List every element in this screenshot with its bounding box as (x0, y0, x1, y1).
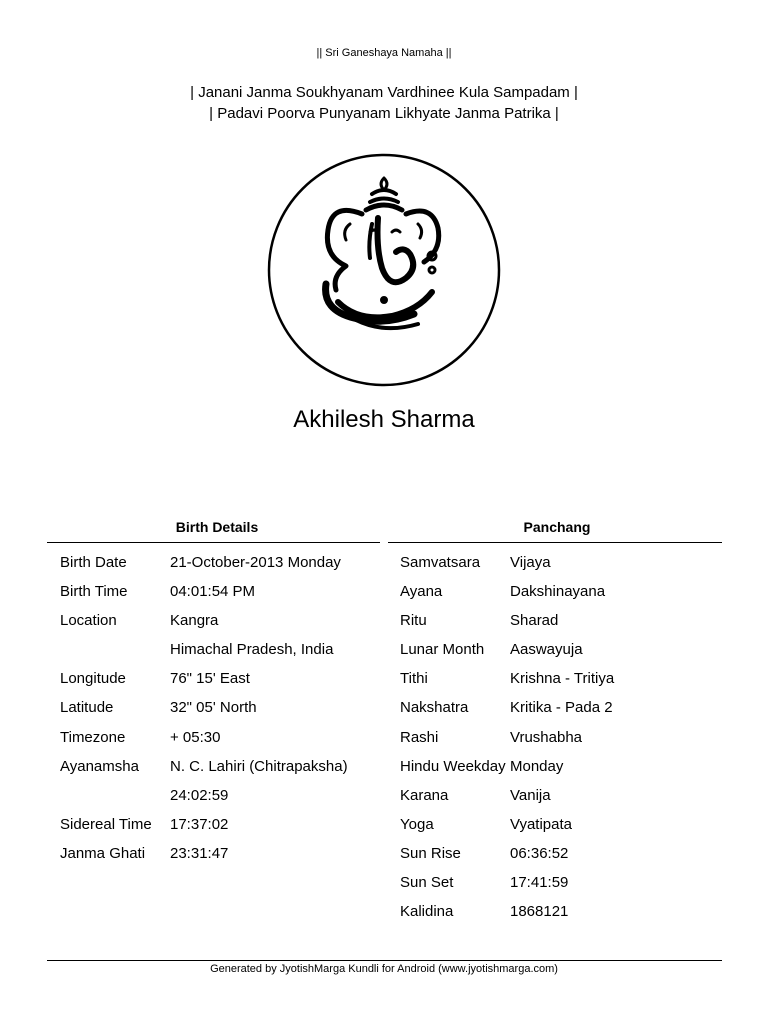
row-value: Kritika - Pada 2 (510, 699, 613, 717)
table-row (60, 583, 380, 612)
table-row (60, 670, 380, 699)
row-label: Yoga (400, 815, 434, 833)
row-label: Birth Time (60, 583, 128, 601)
row-value: Vijaya (510, 554, 551, 571)
row-value: Aaswayuja (510, 641, 583, 659)
row-value: Vyatipata (510, 815, 572, 833)
row-label: Janma Ghati (60, 844, 146, 862)
panchang-divider (388, 542, 722, 543)
footer-text: Generated by JyotishMarga Kundli for Android (www.jyotishmarga.com) (210, 963, 558, 975)
row-value: Dakshinayana (510, 583, 606, 601)
row-value: 17:41:59 (510, 874, 569, 892)
panchang-heading: Panchang (523, 519, 591, 535)
table-row (60, 554, 380, 583)
birth-details-divider (47, 542, 380, 543)
row-label: Location (60, 612, 117, 630)
table-row (400, 729, 722, 758)
table-row (400, 670, 722, 699)
row-value: N. C. Lahiri (Chitrapaksha) (170, 757, 348, 775)
table-row (400, 874, 722, 903)
row-value: 1868121 (510, 903, 569, 921)
row-value: Monday (510, 757, 564, 775)
table-row (60, 787, 380, 816)
row-label: Karana (400, 786, 449, 804)
table-row (60, 816, 380, 845)
row-label: Nakshatra (400, 699, 469, 717)
row-label: Samvatsara (400, 554, 481, 571)
table-row (400, 699, 722, 728)
row-label: Tithi (400, 670, 428, 688)
ganesha-icon (266, 152, 502, 388)
row-label: Latitude (60, 699, 114, 717)
table-row (400, 641, 722, 670)
row-value: Krishna - Tritiya (510, 670, 615, 688)
table-row (400, 845, 722, 874)
row-label: Lunar Month (400, 641, 485, 659)
table-row (400, 816, 722, 845)
row-value: Vanija (510, 786, 551, 804)
shloka-line-2: | Padavi Poorva Punyanam Likhyate Janma Patrika | (209, 105, 559, 122)
footer-divider (47, 960, 722, 961)
row-label: Rashi (400, 728, 439, 746)
row-label: Birth Date (60, 554, 127, 571)
table-row (60, 845, 380, 874)
row-value: 21-October-2013 Monday (170, 554, 341, 571)
row-value: Himachal Pradesh, India (170, 641, 334, 659)
row-label: Timezone (60, 728, 126, 746)
row-label: Ritu (400, 612, 427, 630)
row-value: 76" 15' East (170, 670, 250, 688)
row-value: + 05:30 (170, 728, 221, 746)
row-label: Kalidina (400, 903, 454, 921)
table-row (60, 758, 380, 787)
row-label: Sidereal Time (60, 815, 152, 833)
birth-details-heading: Birth Details (175, 519, 259, 535)
row-value: 24:02:59 (170, 786, 229, 804)
table-row (400, 787, 722, 816)
row-label: Ayanamsha (60, 757, 139, 775)
shloka-line-1: | Janani Janma Soukhyanam Vardhinee Kula Sampadam | (190, 84, 578, 101)
row-label: Ayana (400, 583, 443, 601)
row-label: Longitude (60, 670, 126, 688)
table-row (60, 699, 380, 728)
table-row (400, 903, 722, 932)
row-value: 17:37:02 (170, 815, 229, 833)
row-value: 32" 05' North (170, 699, 257, 717)
person-name: Akhilesh Sharma (293, 406, 475, 433)
row-value: Kangra (170, 612, 219, 630)
table-row (400, 583, 722, 612)
invocation-line: || Sri Ganeshaya Namaha || (316, 47, 452, 59)
table-row (400, 554, 722, 583)
table-row (400, 758, 722, 787)
row-label: Hindu Weekday (400, 757, 506, 775)
table-row (60, 641, 380, 670)
birth-details-table (60, 554, 380, 874)
table-row (60, 729, 380, 758)
table-row (400, 612, 722, 641)
table-row (60, 612, 380, 641)
row-value: Vrushabha (510, 728, 582, 746)
row-value: 23:31:47 (170, 844, 229, 862)
row-label: Sun Set (400, 874, 454, 892)
row-value: 04:01:54 PM (170, 583, 256, 601)
row-value: 06:36:52 (510, 844, 569, 862)
row-value: Sharad (510, 612, 559, 630)
row-label: Sun Rise (400, 844, 461, 862)
panchang-table (400, 554, 722, 932)
